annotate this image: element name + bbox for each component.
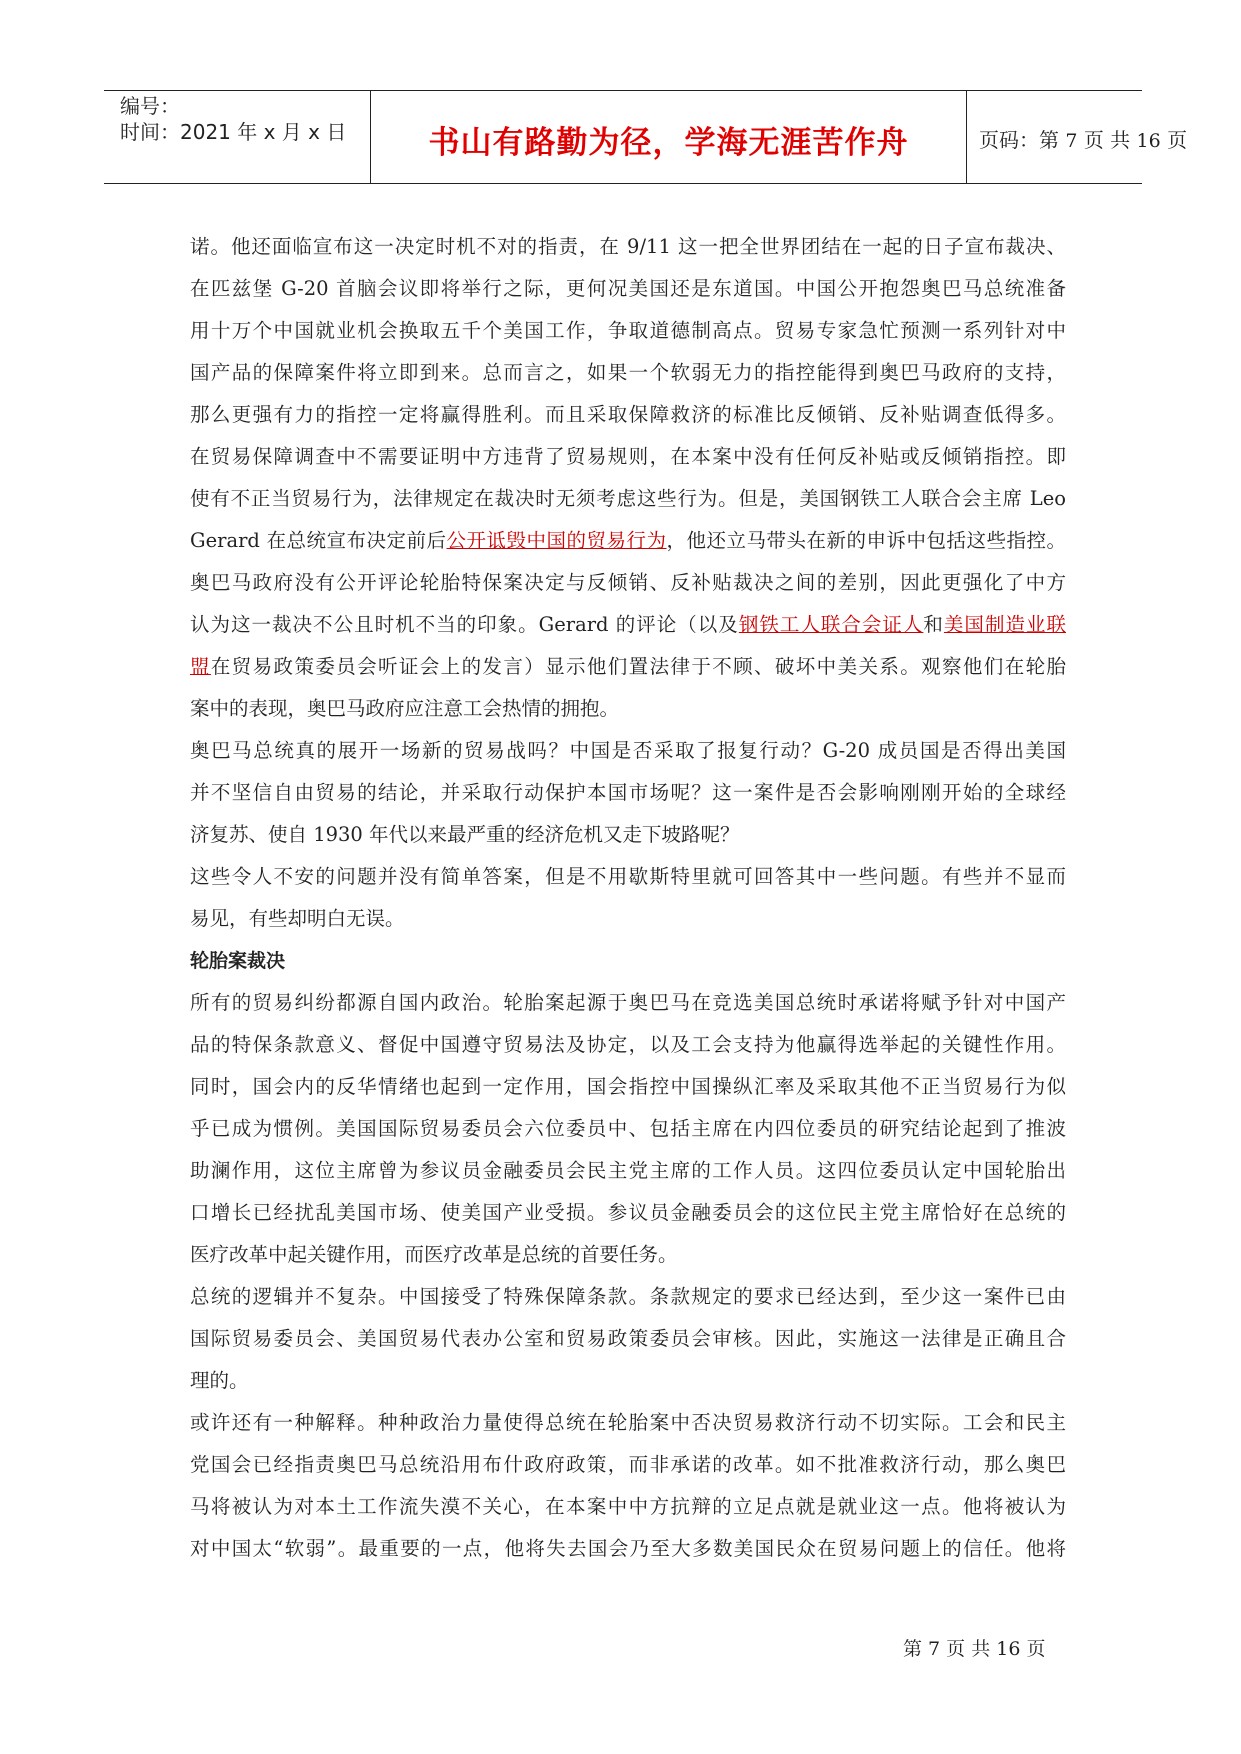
document-body [190,226,1066,1570]
text-line: 济复苏、使自 1930 年代以来最严重的经济危机又走下坡路呢？ [190,823,740,846]
text-line: 医疗改革中起关键作用，而医疗改革是总统的首要任务。 [190,1243,678,1266]
text-line: 口增长已经扰乱美国市场、使美国产业受损。参议员金融委员会的这位民主党主席恰好在总统的 [190,1201,1066,1224]
text-line: 党国会已经指责奥巴马总统沿用布什政府政策，而非承诺的改革。如不批准救济行动，那么奥巴 [190,1453,1066,1476]
text-line: 品的特保条款意义、督促中国遵守贸易法及协定，以及工会支持为他赢得选举起的关键性作用。 [190,1033,1066,1056]
header-motto: 书山有路勤为径，学海无涯苦作舟 [428,125,909,161]
text-line: 在匹兹堡 G-20 首脑会议即将举行之际，更何况美国还是东道国。中国公开抱怨奥巴马总统准备 [190,277,1066,300]
text-line: 对中国太“软弱”。最重要的一点，他将失去国会乃至大多数美国民众在贸易问题上的信任。他将 [190,1537,1066,1560]
text-line [190,646,1066,688]
text-line: 所有的贸易纠纷都源自国内政治。轮胎案起源于奥巴马在竞选美国总统时承诺将赋予针对中国产 [190,991,1066,1014]
text-line: 用十万个中国就业机会换取五千个美国工作，争取道德制高点。贸易专家急忙预测一系列针对中 [190,319,1066,342]
text-line: 易见，有些却明白无误。 [190,907,405,930]
header-time-label: 时间：2021 年 x 月 x 日 [120,120,347,144]
header-page-mid: 页 共 [1083,128,1131,152]
text-span: Gerard 在总统宣布决定前后 [190,529,447,552]
text-line: 诺。他还面临宣布这一决定时机不对的指责，在 9/11 这一把全世界团结在一起的日子宣布裁决、 [190,235,1066,258]
page-footer: 第 7 页 共 16 页 [903,1638,1046,1660]
link-china-trade-practices[interactable]: 公开诋毁中国的贸易行为 [446,529,667,552]
header-page-prefix: 页码：第 [979,128,1059,152]
text-line: 在贸易保障调查中不需要证明中方违背了贸易规则，在本案中没有任何反补贴或反倾销指控。即 [190,445,1066,468]
text-span: ，他还立马带头在新的申诉中包括这些指控。 [666,529,1066,552]
text-line: 并不坚信自由贸易的结论，并采取行动保护本国市场呢？这一案件是否会影响刚刚开始的全球经 [190,781,1066,804]
header-motto-cell [370,91,967,183]
link-manufacturing-alliance[interactable]: 美国制造业联 [943,613,1066,636]
text-line: 使有不正当贸易行为，法律规定在裁决时无须考虑这些行为。但是，美国钢铁工人联合会主席 Leo [190,487,1066,510]
link-manufacturing-alliance-cont[interactable]: 盟 [190,655,211,678]
text-line [190,520,1066,562]
header-meta-cell [104,91,370,183]
text-line: 奥巴马政府没有公开评论轮胎特保案决定与反倾销、反补贴裁决之间的差别，因此更强化了中方 [190,571,1066,594]
text-line: 这些令人不安的问题并没有简单答案，但是不用歇斯特里就可回答其中一些问题。有些并不显而 [190,865,1066,888]
text-line: 总统的逻辑并不复杂。中国接受了特殊保障条款。条款规定的要求已经达到，至少这一案件已由 [190,1285,1066,1308]
header-number-label: 编号： [120,94,180,118]
text-line: 案中的表现，奥巴马政府应注意工会热情的拥抱。 [190,697,620,720]
text-span: 认为这一裁决不公且时机不当的印象。Gerard 的评论（以及 [190,613,739,636]
text-line: 同时，国会内的反华情绪也起到一定作用，国会指控中国操纵汇率及采取其他不正当贸易行为似 [190,1075,1066,1098]
text-line: 乎已成为惯例。美国国际贸易委员会六位委员中、包括主席在内四位委员的研究结论起到了推波 [190,1117,1066,1140]
section-heading: 轮胎案裁决 [190,950,286,972]
header-page-current: 7 [1065,130,1078,152]
text-line [190,604,1066,646]
text-line: 国际贸易委员会、美国贸易代表办公室和贸易政策委员会审核。因此，实施这一法律是正确且合 [190,1327,1066,1350]
link-steelworkers-witness[interactable]: 钢铁工人联合会证人 [738,613,924,636]
header-page-cell [965,91,1188,183]
header-page-total: 16 [1136,130,1161,152]
text-line: 或许还有一种解释。种种政治力量使得总统在轮胎案中否决贸易救济行动不切实际。工会和民主 [190,1411,1066,1434]
text-span: 在贸易政策委员会听证会上的发言）显示他们置法律于不顾、破坏中美关系。观察他们在轮胎 [210,655,1066,678]
text-line: 那么更强有力的指控一定将赢得胜利。而且采取保障救济的标准比反倾销、反补贴调查低得多。 [190,403,1066,426]
text-line: 马将被认为对本土工作流失漠不关心，在本案中中方抗辩的立足点就是就业这一点。他将被认为 [190,1495,1066,1518]
text-line: 理的。 [190,1369,249,1392]
page-header [104,90,1188,184]
text-line: 国产品的保障案件将立即到来。总而言之，如果一个软弱无力的指控能得到奥巴马政府的支持， [190,361,1066,384]
header-page-suffix: 页 [1167,128,1188,152]
header-page-label [979,124,1187,153]
text-line: 助澜作用，这位主席曾为参议员金融委员会民主党主席的工作人员。这四位委员认定中国轮胎出 [190,1159,1066,1182]
text-span: 和 [923,613,944,636]
text-line: 奥巴马总统真的展开一场新的贸易战吗？中国是否采取了报复行动？G-20 成员国是否得出美国 [190,739,1066,762]
